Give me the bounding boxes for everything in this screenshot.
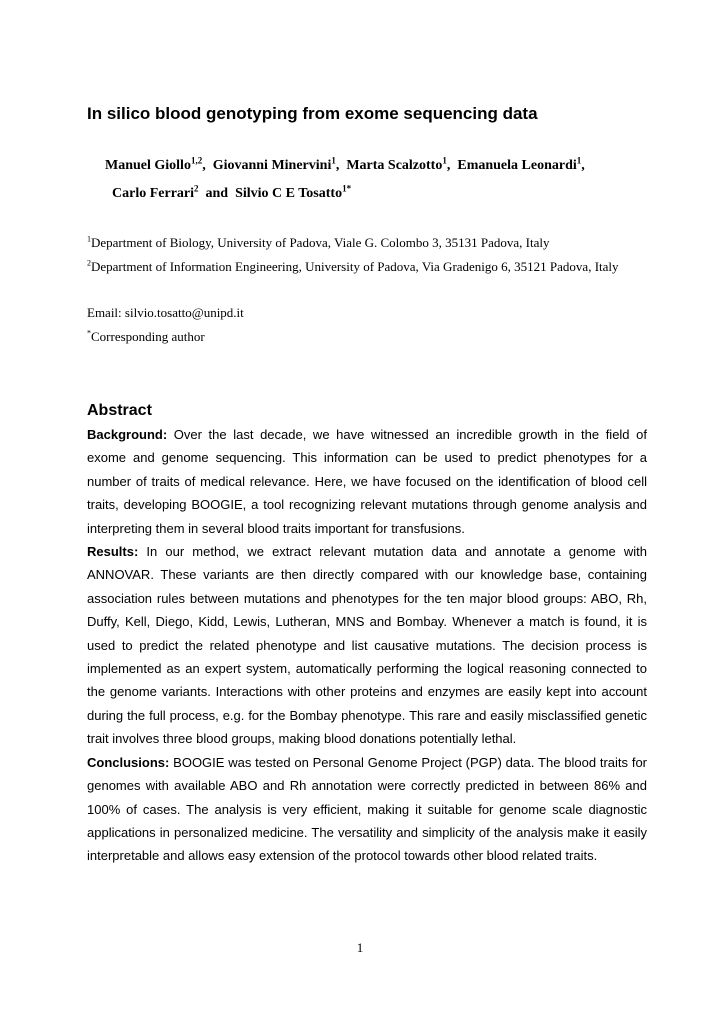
- affiliation-mark: 1: [87, 234, 91, 244]
- author-name: Marta Scalzotto: [346, 158, 443, 173]
- abstract-body: [87, 423, 647, 868]
- author-separator: and: [198, 186, 236, 201]
- author-line-2: [112, 185, 692, 203]
- author-affiliation-mark: 1*: [342, 183, 352, 194]
- corresponding-text: Corresponding author: [91, 329, 205, 344]
- author-affiliation-mark: 1: [576, 155, 582, 166]
- author-affiliation-mark: 1: [331, 155, 336, 166]
- author-name: Emanuela Leonardi: [457, 158, 577, 173]
- abstract-heading: Abstract: [87, 402, 152, 419]
- affiliation-mark: 2: [87, 258, 91, 268]
- section-text: BOOGIE was tested on Personal Genome Project (PGP) data. The blood traits for genomes with available ABO and Rh annotation were correctly predicted in between 86% and 100% of cases. The analysis is very efficient, making it suitable for genome scale diagnostic applications in personalized medicine. The versatility and simplicity of the analysis make it easily interpretable and allows easy extension of the protocol towards other blood related traits.: [87, 754, 647, 864]
- author-name: Silvio C E Tosatto: [235, 186, 343, 201]
- author-name: Giovanni Minervini: [212, 158, 332, 173]
- contact-email: Email: silvio.tosatto@unipd.it: [87, 305, 244, 320]
- author-affiliation-mark: 2: [194, 183, 199, 194]
- author-line-1: [105, 157, 685, 175]
- section-text: Over the last decade, we have witnessed an incredible growth in the field of exome and genome sequencing. This information can be used to predict phenotypes for a number of traits of medical relevance. Here, we have focused on the identification of blood cell traits, developing BOOGIE, a tool recognizing relevant mutations through genome analysis and interpreting them in several blood traits important for transfusions.: [87, 427, 647, 536]
- section-label: Conclusions:: [87, 754, 170, 770]
- author-affiliation-mark: 1,2: [190, 155, 203, 166]
- section-label: Results:: [87, 544, 139, 560]
- section-label: Background:: [87, 427, 168, 442]
- author-separator: ,: [335, 158, 347, 173]
- author-name: Manuel Giollo: [105, 158, 191, 173]
- affiliation-1: [87, 235, 687, 251]
- corresponding-author-note: [87, 329, 687, 345]
- affiliation-2: [87, 259, 687, 275]
- page-number: 1: [356, 940, 364, 955]
- affiliation-text: Department of Biology, University of Padova, Viale G. Colombo 3, 35131 Padova, Italy: [91, 235, 550, 250]
- abstract-section-conclusions: [87, 751, 647, 868]
- author-affiliation-mark: 1: [442, 155, 447, 166]
- author-separator: ,: [202, 158, 213, 173]
- abstract-section-background: [87, 423, 647, 540]
- author-name: Carlo Ferrari: [112, 186, 195, 201]
- paper-title: In silico blood genotyping from exome sequencing data: [87, 104, 538, 123]
- author-separator: ,: [446, 158, 458, 173]
- affiliation-text: Department of Information Engineering, University of Padova, Via Gradenigo 6, 35121 Padova, Italy: [91, 259, 619, 274]
- abstract-section-results: [87, 540, 647, 751]
- corresponding-mark: *: [87, 328, 91, 338]
- author-separator: ,: [581, 158, 585, 173]
- section-text: In our method, we extract relevant mutation data and annotate a genome with ANNOVAR. These variants are then directly compared with our knowledge base, containing association rules between mutations and phenotypes for the ten major blood groups: ABO, Rh, Duffy, Kell, Diego, Kidd, Lewis, Lutheran, MNS and Bombay. Whenever a match is found, it is used to predict the related phenotype and list causative mutations. The decision process is implemented as an expert system, automatically performing the logical reasoning connected to the genome variants. Interactions with other proteins and enzymes are easily kept into account during the full process, e.g. for the Bombay phenotype. This rare and easily misclassified genetic trait involves three blood groups, making blood donations potentially lethal.: [87, 544, 648, 747]
